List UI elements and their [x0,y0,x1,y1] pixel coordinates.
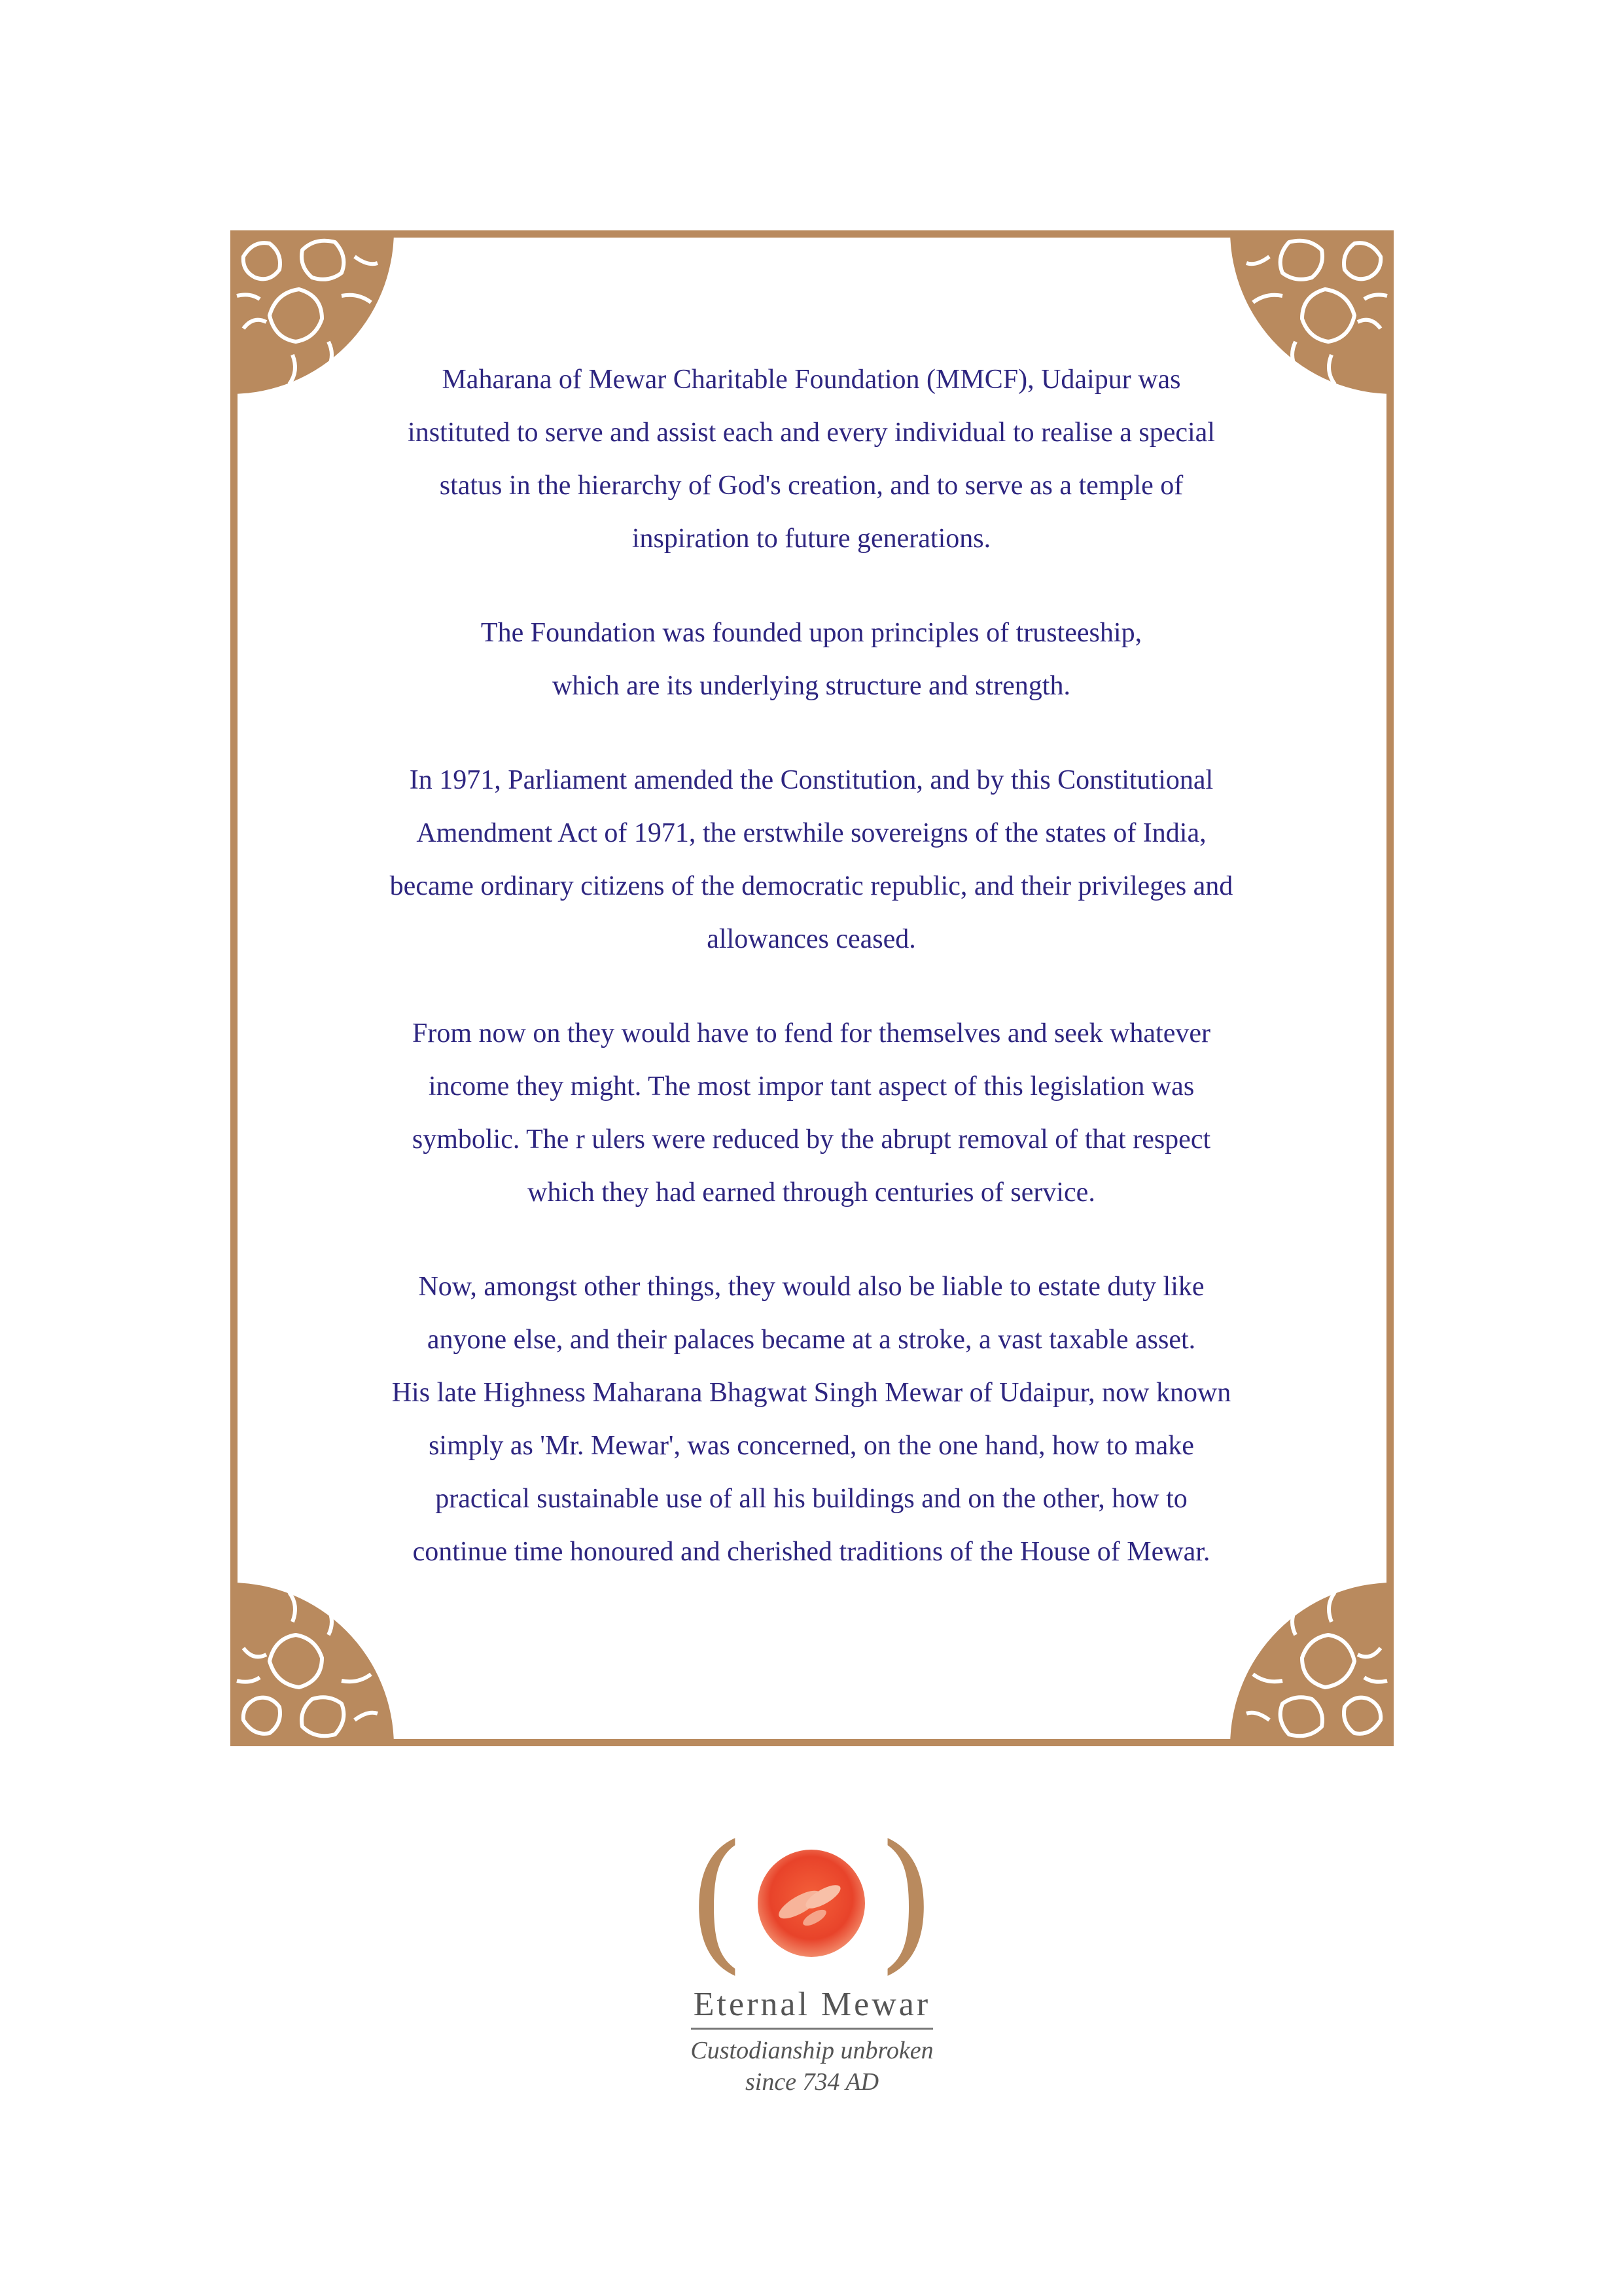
brand-block [654,1983,970,2098]
brand-tagline: Custodianship unbroken [690,2037,934,2064]
paragraph [327,607,1296,713]
text-line: In 1971, Parliament amended the Constitution, and by this Constitutional [409,765,1214,795]
text-line: Now, amongst other things, they would also be liable to estate duty like [418,1272,1205,1302]
sun-seal-icon [752,1844,870,1962]
text-line: continue time honoured and cherished traditions of the House of Mewar. [412,1537,1210,1567]
text-line: instituted to serve and assist each and every individual to realise a special [408,418,1215,448]
text-line: allowances ceased. [707,924,916,954]
text-line: symbolic. The r ulers were reduced by the abrupt removal of that respect [412,1124,1211,1155]
paragraph [327,1261,1296,1579]
paragraph [327,1007,1296,1219]
text-line: which are its underlying structure and strength. [552,671,1070,701]
text-line: which they had earned through centuries of service. [527,1177,1095,1208]
eternal-mewar-logo [680,1814,942,1988]
foundation-text-body [327,353,1296,1620]
text-line: From now on they would have to fend for themselves and seek whatever [412,1018,1210,1049]
text-line: anyone else, and their palaces became at a stroke, a vast taxable asset. [427,1325,1196,1355]
text-line: His late Highness Maharana Bhagwat Singh Mewar of Udaipur, now known [391,1378,1231,1408]
brand-tagline-since: since 734 AD [745,2068,879,2096]
logo-right-parenthesis: ) [877,1814,936,1988]
text-line: became ordinary citizens of the democratic republic, and their privileges and [389,871,1233,901]
text-line: Amendment Act of 1971, the erstwhile sovereigns of the states of India, [416,818,1207,848]
text-line: simply as 'Mr. Mewar', was concerned, on the one hand, how to make [429,1431,1194,1461]
text-line: practical sustainable use of all his buildings and on the other, how to [435,1484,1188,1514]
brand-name: Eternal Mewar [693,1986,931,2023]
text-line: inspiration to future generations. [631,524,991,554]
brand-divider [691,2028,933,2030]
paragraph [327,754,1296,966]
text-line: income they might. The most impor tant aspect of this legislation was [428,1071,1195,1102]
paragraph [327,353,1296,565]
text-line: Maharana of Mewar Charitable Foundation (MMCF), Udaipur was [442,365,1181,395]
text-line: The Foundation was founded upon principles of trusteeship, [480,618,1142,648]
logo-left-parenthesis: ( [687,1814,746,1988]
text-line: status in the hierarchy of God's creation, and to serve as a temple of [439,471,1184,501]
